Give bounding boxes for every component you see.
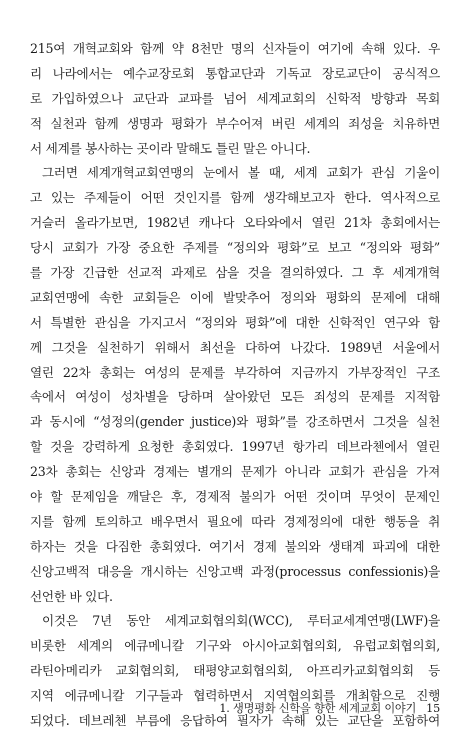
text-line: 선언한 바 있다. (30, 588, 113, 604)
text-line: 되었다. 데브레첸 부름에 응답하여 필자가 속해 있는 교단을 포함하여 (30, 713, 440, 729)
text-line: 교회연맹에 속한 교회들은 이에 발맞추어 정의와 평화의 문제에 대해 (30, 289, 440, 305)
text-line: 로 가입하였으나 교단과 교파를 넘어 세계교회의 신학적 방향과 목회 (30, 90, 440, 106)
paragraph (30, 161, 440, 609)
text-line: 215여 개혁교회와 함께 약 8천만 명의 신자들이 여기에 속해 있다. 우 (30, 41, 440, 56)
text-line: 를 가장 긴급한 선교적 과제로 삼을 것을 결의하였다. 그 후 세계개혁 (30, 265, 440, 281)
text-line: 지역 에큐메니칼 기구들과 협력하면서 지역협의회를 개최함으로 진행 (30, 688, 440, 704)
text-line: 리 나라에서는 예수교장로회 통합교단과 기독교 장로교단이 공식적으 (30, 65, 440, 81)
text-line: 서 세계를 봉사하는 곳이라 말해도 틀린 말은 아니다. (30, 140, 311, 156)
text-line: 께 그것을 실천하기 위해서 최선을 다하여 나갔다. 1989년 서울에서 (30, 339, 440, 355)
text-line: 고 있는 주제들이 어떤 것인지를 함께 생각해보고자 한다. 역사적으로 (30, 190, 440, 206)
text-line: 열린 22차 총회는 여성의 문제를 부각하여 지금까지 가부장적인 구조 (30, 364, 440, 380)
text-line: 비롯한 세계의 에큐메니칼 기구와 아시아교회협의회, 유럽교회협의회, (30, 638, 440, 654)
text-line: 과 동시에 “성정의(gender justice)와 평화”를 강조하면서 그것을 실천 (30, 414, 440, 430)
page-body (30, 37, 440, 734)
page-number: 15 (426, 702, 440, 715)
text-line: 거슬러 올라가보면, 1982년 캐나다 오타와에서 열린 21차 총회에서는 (30, 215, 440, 231)
text-line: 적 실천과 함께 생명과 평화가 부수어져 버린 세계의 죄성을 치유하면 (30, 115, 440, 131)
text-line: 신앙고백적 대응을 개시하는 신앙고백 과정(processus confessionis)을 (30, 563, 440, 579)
text-line: 속에서 여성이 성차별을 당하며 살아왔던 모든 죄성의 문제를 지적함 (30, 389, 440, 405)
text-line: 23차 총회는 신앙과 경제는 별개의 문제가 아니라 교회가 관심을 가져 (30, 464, 440, 480)
text-line: 야 할 문제임을 깨달은 후, 경제적 불의가 어떤 것이며 무엇이 문제인 (30, 489, 440, 505)
paragraph (30, 37, 440, 161)
text-line: 지를 함께 토의하고 배우면서 필요에 따라 경제정의에 대한 행동을 취 (30, 513, 440, 529)
text-line: 하자는 것을 다짐한 총회였다. 여기서 경제 불의와 생태계 파괴에 대한 (30, 538, 440, 554)
text-line: 이것은 7년 동안 세계교회협의회(WCC), 루터교세계연맹(LWF)을 (42, 613, 440, 629)
text-line: 할 것을 강력하게 요청한 총회였다. 1997년 항가리 데브라첸에서 열린 (30, 439, 440, 455)
page-footer (30, 701, 440, 717)
text-line: 그러면 세계개혁교회연맹의 눈에서 볼 때, 세계 교회가 관심 기울이 (42, 165, 440, 181)
text-line: 라틴아메리카 교회협의회, 태평양교회협의회, 아프리카교회협의회 등 (30, 663, 440, 679)
running-title: 1. 생명평화 신학을 향한 세계교회 이야기 (219, 702, 417, 715)
text-line: 당시 교회가 가장 중요한 주제를 “정의와 평화”로 보고 “정의와 평화” (30, 240, 440, 256)
text-line: 서 특별한 관심을 가지고서 “정의와 평화”에 대한 신학적인 연구와 함 (30, 314, 440, 330)
